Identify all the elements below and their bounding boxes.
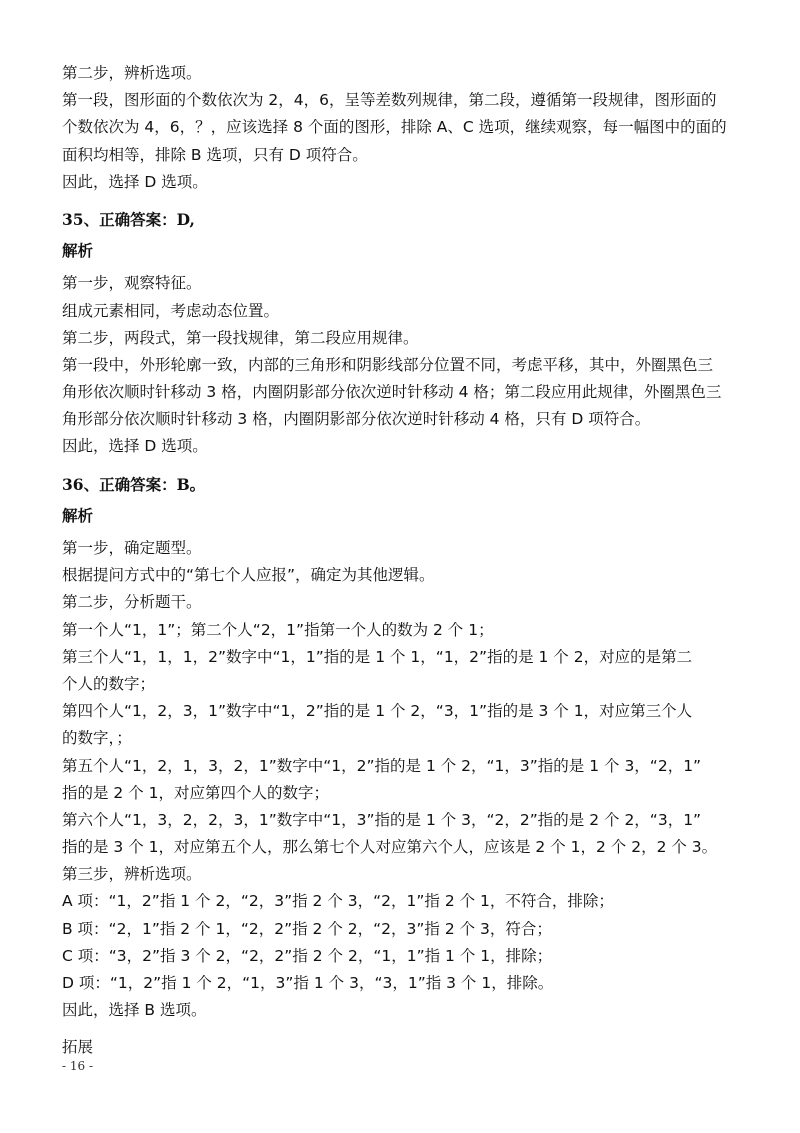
text-line: A 项：“1，2”指 1 个 2，“2，3”指 2 个 3，“2，1”指 2 个 1，不符合，排除；: [62, 892, 614, 911]
text-line: 的数字，；: [62, 729, 132, 748]
text-line: 组成元素相同，考虑动态位置。: [62, 301, 280, 320]
text-line: 第一段中，外形轮廓一致，内部的三角形和阴影线部分位置不同，考虑平移，其中，外圈黑色三: [62, 355, 714, 374]
text-line: 第一段，图形面的个数依次为 2，4，6，呈等差数列规律，第二段，遵循第一段规律，图形面的: [62, 91, 717, 110]
text-line: 第二步，两段式，第一段找规律，第二段应用规律。: [62, 328, 419, 347]
text-line: 角形部分依次顺时针移动 3 格，内圈阴影部分依次逆时针移动 4 格，只有 D 项符合。: [62, 410, 651, 429]
text-line: 个数依次为 4，6，？，应该选择 8 个面的图形，排除 A、C 选项，继续观察，每一幅图中的面的: [62, 118, 727, 137]
analysis-heading: 解析: [62, 506, 94, 525]
analysis-heading: 解析: [62, 242, 94, 261]
text-line: 角形依次顺时针移动 3 格，内圈阴影部分依次逆时针移动 4 格；第二段应用此规律，外圈黑色三: [62, 383, 722, 402]
text-line: 第二步，辨析选项。: [62, 64, 202, 82]
text-line: 指的是 3 个 1，对应第五个人，那么第七个人对应第六个人，应该是 2 个 1，2 个 2，2 个 3。: [62, 838, 718, 857]
text-line: 因此，选择 D 选项。: [62, 437, 208, 456]
page-number: - 16 -: [62, 1059, 94, 1073]
text-line: 根据提问方式中的“第七个人应报”，确定为其他逻辑。: [62, 566, 435, 585]
text-line: 指的是 2 个 1，对应第四个人的数字；: [62, 783, 330, 802]
text-line: D 项：“1，2”指 1 个 2，“1，3”指 1 个 3，“3，1”指 3 个 1，排除。: [62, 974, 554, 992]
document-body: [62, 60, 762, 1062]
text-line: 第一个人“1，1”；第二个人“2，1”指第一个人的数为 2 个 1；: [62, 620, 494, 639]
text-line: 第三步，辨析选项。: [62, 865, 202, 884]
text-line: 因此，选择 D 选项。: [62, 172, 208, 191]
text-line: 第四个人“1，2，3，1”数字中“1，2”指的是 1 个 2，“3，1”指的是 3 个 1，对应第三个人: [62, 702, 693, 721]
text-line: 因此，选择 B 选项。: [62, 1001, 207, 1020]
answer-heading: 35、正确答案：D,: [62, 209, 195, 229]
text-line: 第三个人“1，1，1，2”数字中“1，1”指的是 1 个 1，“1，2”指的是 1 个 2，对应的是第二: [62, 647, 693, 666]
answer-heading: 36、正确答案：B。: [62, 474, 206, 494]
text-line: 第五个人“1，2，1，3，2，1”数字中“1，2”指的是 1 个 2，“1，3”指的是 1 个 3，“2，1”: [62, 756, 702, 775]
text-line: 第一步，确定题型。: [62, 539, 202, 557]
text-line: C 项：“3，2”指 3 个 2，“2，2”指 2 个 2，“1，1”指 1 个 1，排除；: [62, 946, 553, 965]
text-line: 第一步，观察特征。: [62, 274, 202, 293]
text-line: B 项：“2，1”指 2 个 1，“2，2”指 2 个 2，“2，3”指 2 个 3，符合；: [62, 919, 552, 938]
text-line: 第六个人“1，3，2，2，3，1”数字中“1，3”指的是 1 个 3，“2，2”指的是 2 个 2，“3，1”: [62, 810, 702, 829]
extension-heading: 拓展: [62, 1038, 94, 1057]
text-line: 个人的数字；: [62, 674, 156, 693]
text-line: 面积均相等，排除 B 选项，只有 D 项符合。: [62, 145, 368, 164]
text-line: 第二步，分析题干。: [62, 593, 202, 612]
